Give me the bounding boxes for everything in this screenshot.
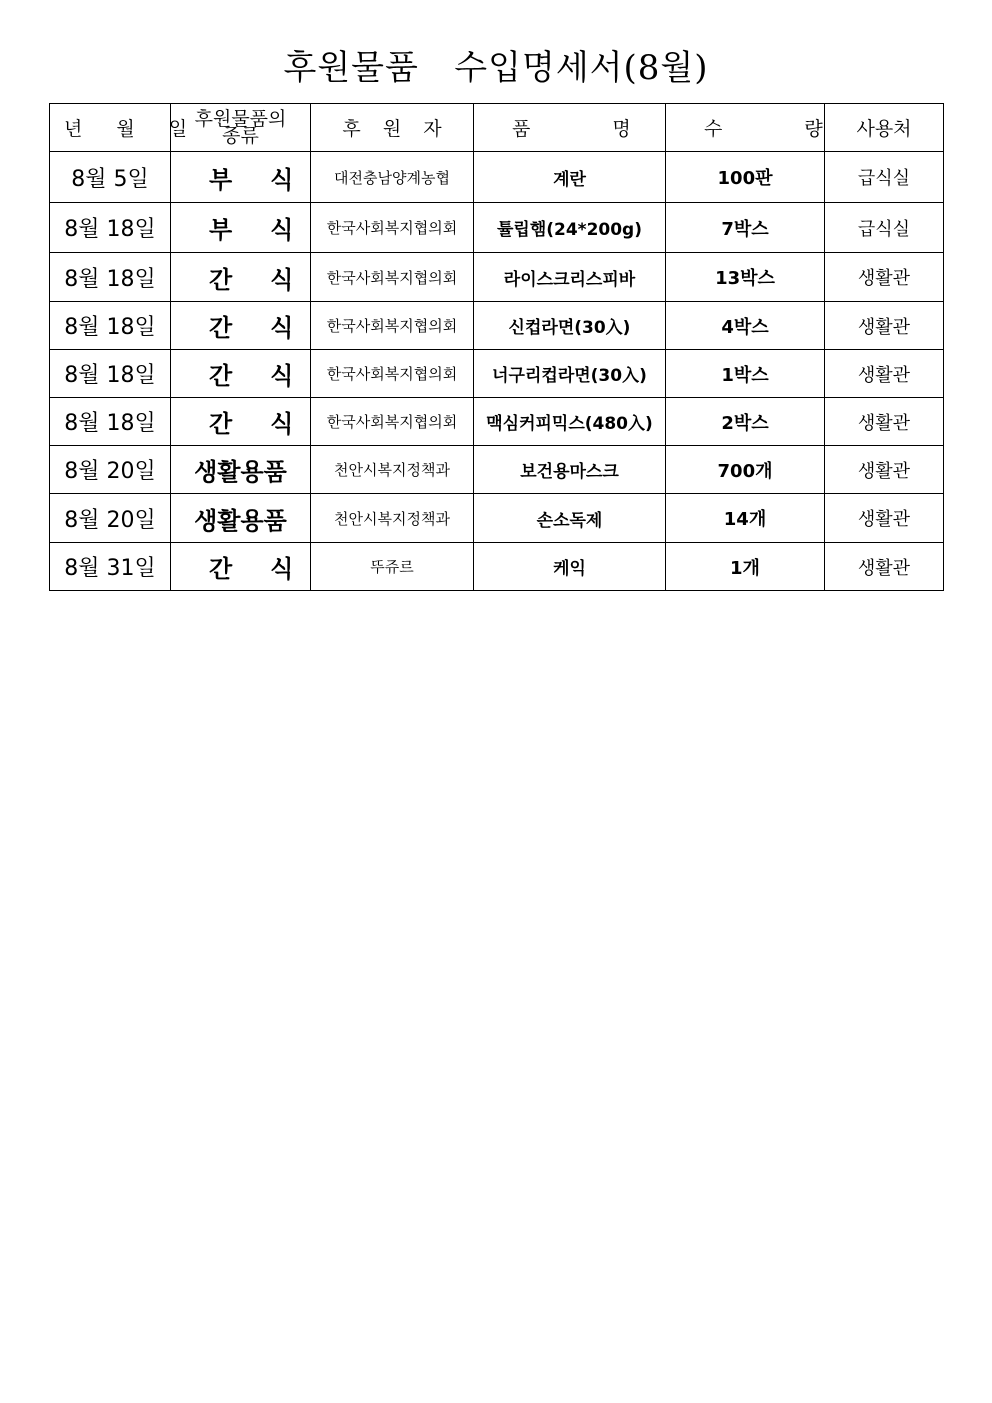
- cell-place: 생활관: [825, 446, 944, 494]
- table-row: [50, 203, 944, 253]
- header-place: 사용처: [825, 104, 944, 152]
- cell-item: 튤립햄(24*200g): [474, 203, 666, 253]
- cell-quantity: 2박스: [666, 398, 825, 446]
- cell-place: 생활관: [825, 253, 944, 302]
- table-row: [50, 152, 944, 203]
- cell-item: 계란: [474, 152, 666, 203]
- cell-kind: 간식: [171, 253, 311, 302]
- cell-quantity: 7박스: [666, 203, 825, 253]
- cell-kind: 부식: [171, 152, 311, 203]
- cell-date: 8월 18일: [50, 203, 171, 253]
- cell-date: 8월 20일: [50, 446, 171, 494]
- header-kind-line2: 종류: [222, 124, 259, 147]
- cell-place: 생활관: [825, 494, 944, 543]
- cell-item: 신컵라면(30入): [474, 302, 666, 350]
- table-row: [50, 302, 944, 350]
- cell-kind: 생활용품: [171, 446, 311, 494]
- cell-quantity: 700개: [666, 446, 825, 494]
- cell-donor: 한국사회복지협의회: [311, 203, 474, 253]
- cell-place: 생활관: [825, 543, 944, 591]
- cell-kind: 간식: [171, 302, 311, 350]
- cell-item: 너구리컵라면(30入): [474, 350, 666, 398]
- table-row: [50, 543, 944, 591]
- cell-place: 생활관: [825, 350, 944, 398]
- table-row: [50, 398, 944, 446]
- cell-quantity: 1개: [666, 543, 825, 591]
- document-title: 후원물품 수입명세서(8월): [283, 48, 709, 88]
- cell-item: 라이스크리스피바: [474, 253, 666, 302]
- cell-donor: 대전충남양계농협: [311, 152, 474, 203]
- header-row: [50, 104, 944, 152]
- cell-kind: 간식: [171, 398, 311, 446]
- cell-quantity: 1박스: [666, 350, 825, 398]
- cell-item: 케익: [474, 543, 666, 591]
- header-quantity: 수 량: [666, 104, 825, 152]
- cell-item: 보건용마스크: [474, 446, 666, 494]
- header-kind-line1: 후원물품의: [194, 107, 287, 130]
- cell-item: 손소독제: [474, 494, 666, 543]
- cell-item: 맥심커피믹스(480入): [474, 398, 666, 446]
- table-row: [50, 446, 944, 494]
- header-donor: 후 원 자: [311, 104, 474, 152]
- header-date: 년 월 일: [50, 104, 171, 152]
- cell-donor: 한국사회복지협의회: [311, 253, 474, 302]
- cell-date: 8월 18일: [50, 398, 171, 446]
- table-row: [50, 494, 944, 543]
- cell-donor: 한국사회복지협의회: [311, 398, 474, 446]
- cell-kind: 부식: [171, 203, 311, 253]
- cell-donor: 천안시복지정책과: [311, 446, 474, 494]
- table-row: [50, 253, 944, 302]
- cell-donor: 한국사회복지협의회: [311, 350, 474, 398]
- cell-kind: 생활용품: [171, 494, 311, 543]
- cell-date: 8월 31일: [50, 543, 171, 591]
- cell-donor: 천안시복지정책과: [311, 494, 474, 543]
- donation-ledger-table: [49, 103, 944, 591]
- cell-donor: 한국사회복지협의회: [311, 302, 474, 350]
- cell-donor: 뚜쥬르: [311, 543, 474, 591]
- cell-place: 급식실: [825, 203, 944, 253]
- cell-date: 8월 5일: [50, 152, 171, 203]
- cell-quantity: 13박스: [666, 253, 825, 302]
- cell-quantity: 100판: [666, 152, 825, 203]
- cell-place: 급식실: [825, 152, 944, 203]
- cell-place: 생활관: [825, 302, 944, 350]
- header-item: 품 명: [474, 104, 666, 152]
- cell-date: 8월 18일: [50, 302, 171, 350]
- cell-kind: 간식: [171, 350, 311, 398]
- cell-place: 생활관: [825, 398, 944, 446]
- cell-date: 8월 18일: [50, 253, 171, 302]
- cell-date: 8월 18일: [50, 350, 171, 398]
- table-row: [50, 350, 944, 398]
- cell-kind: 간식: [171, 543, 311, 591]
- cell-quantity: 14개: [666, 494, 825, 543]
- cell-quantity: 4박스: [666, 302, 825, 350]
- cell-date: 8월 20일: [50, 494, 171, 543]
